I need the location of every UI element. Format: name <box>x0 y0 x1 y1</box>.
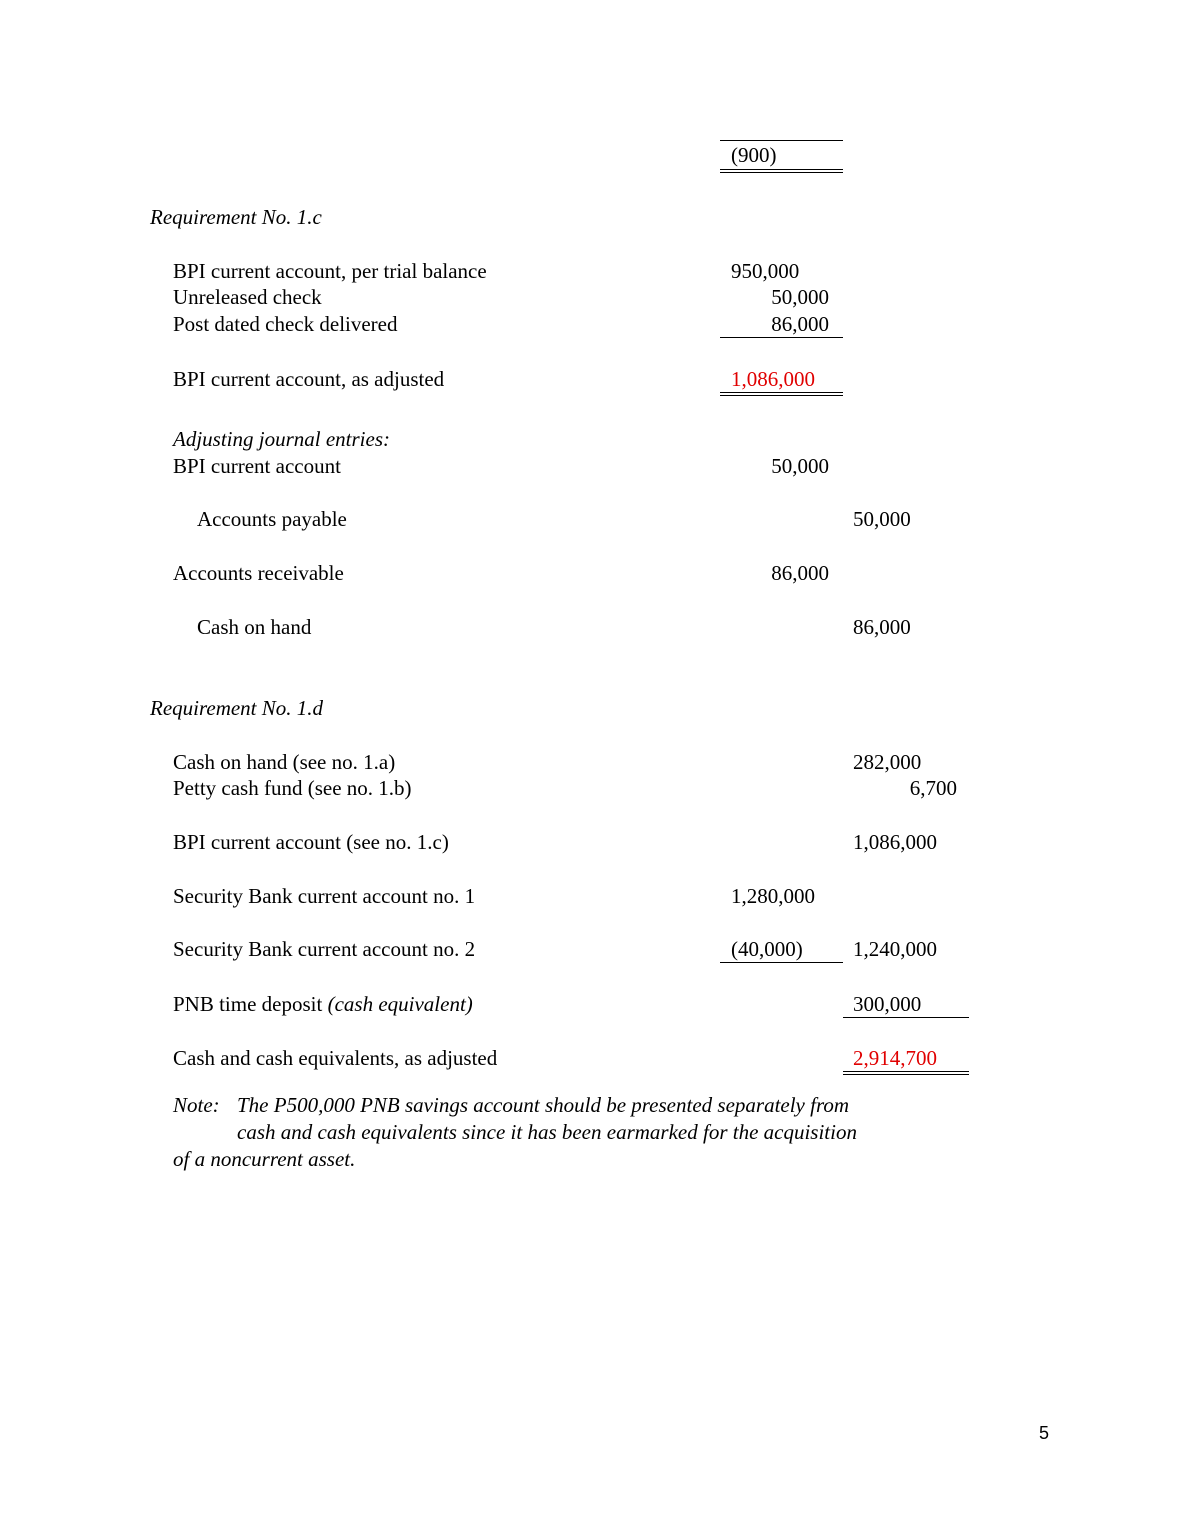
double-rule <box>843 1071 969 1075</box>
note-prefix: Note: <box>173 1093 220 1117</box>
row-subamount: (40,000) <box>731 937 803 961</box>
requirement-1d-heading: Requirement No. 1.d <box>150 696 324 720</box>
requirement-1c-heading: Requirement No. 1.c <box>150 205 322 229</box>
row-amount: 1,240,000 <box>853 937 937 961</box>
entry-account: Cash on hand <box>197 615 312 639</box>
aje-heading: Adjusting journal entries: <box>173 427 390 451</box>
carry-amount: (900) <box>731 143 777 167</box>
row-label-text: PNB time deposit <box>173 992 328 1016</box>
row-label: BPI current account, per trial balance <box>173 259 487 283</box>
row-label: Cash on hand (see no. 1.a) <box>173 750 396 774</box>
row-amount: 86,000 <box>771 312 829 336</box>
row-amount: 300,000 <box>853 992 922 1016</box>
adjusted-label: BPI current account, as adjusted <box>173 367 445 391</box>
note-line-1: The P500,000 PNB savings account should be presented separately from <box>237 1093 850 1117</box>
adjusted-amount: 1,086,000 <box>731 367 815 391</box>
subtotal-rule <box>720 962 843 963</box>
entry-credit: 50,000 <box>853 507 911 531</box>
entry-debit: 50,000 <box>771 454 829 478</box>
total-label: Cash and cash equivalents, as adjusted <box>173 1046 498 1070</box>
note-line-2: cash and cash equivalents since it has been earmarked for the acquisition <box>237 1120 857 1144</box>
row-label: Petty cash fund (see no. 1.b) <box>173 776 412 800</box>
row-amount: 282,000 <box>853 750 922 774</box>
row-label: Unreleased check <box>173 285 322 309</box>
entry-account: Accounts payable <box>197 507 347 531</box>
row-label: Post dated check delivered <box>173 312 398 336</box>
double-rule <box>720 392 843 396</box>
row-amount: 50,000 <box>771 285 829 309</box>
total-amount: 2,914,700 <box>853 1046 937 1070</box>
page-number: 5 <box>1039 1423 1050 1443</box>
rule-top <box>720 140 843 141</box>
entry-credit: 86,000 <box>853 615 911 639</box>
row-label: Security Bank current account no. 1 <box>173 884 476 908</box>
row-label: BPI current account (see no. 1.c) <box>173 830 449 854</box>
entry-account: BPI current account <box>173 454 341 478</box>
row-amount: 6,700 <box>909 776 957 800</box>
row-label <box>173 991 473 1017</box>
row-label-italic: (cash equivalent) <box>327 992 473 1016</box>
row-label: Security Bank current account no. 2 <box>173 937 476 961</box>
row-amount: 950,000 <box>731 259 800 283</box>
row-amount: 1,086,000 <box>853 830 937 854</box>
row-subamount: 1,280,000 <box>731 884 815 908</box>
subtotal-rule <box>720 337 843 338</box>
subtotal-rule <box>843 1017 969 1018</box>
entry-debit: 86,000 <box>771 561 829 585</box>
note-line-3: of a noncurrent asset. <box>173 1147 356 1171</box>
double-rule <box>720 169 843 173</box>
entry-account: Accounts receivable <box>173 561 344 585</box>
